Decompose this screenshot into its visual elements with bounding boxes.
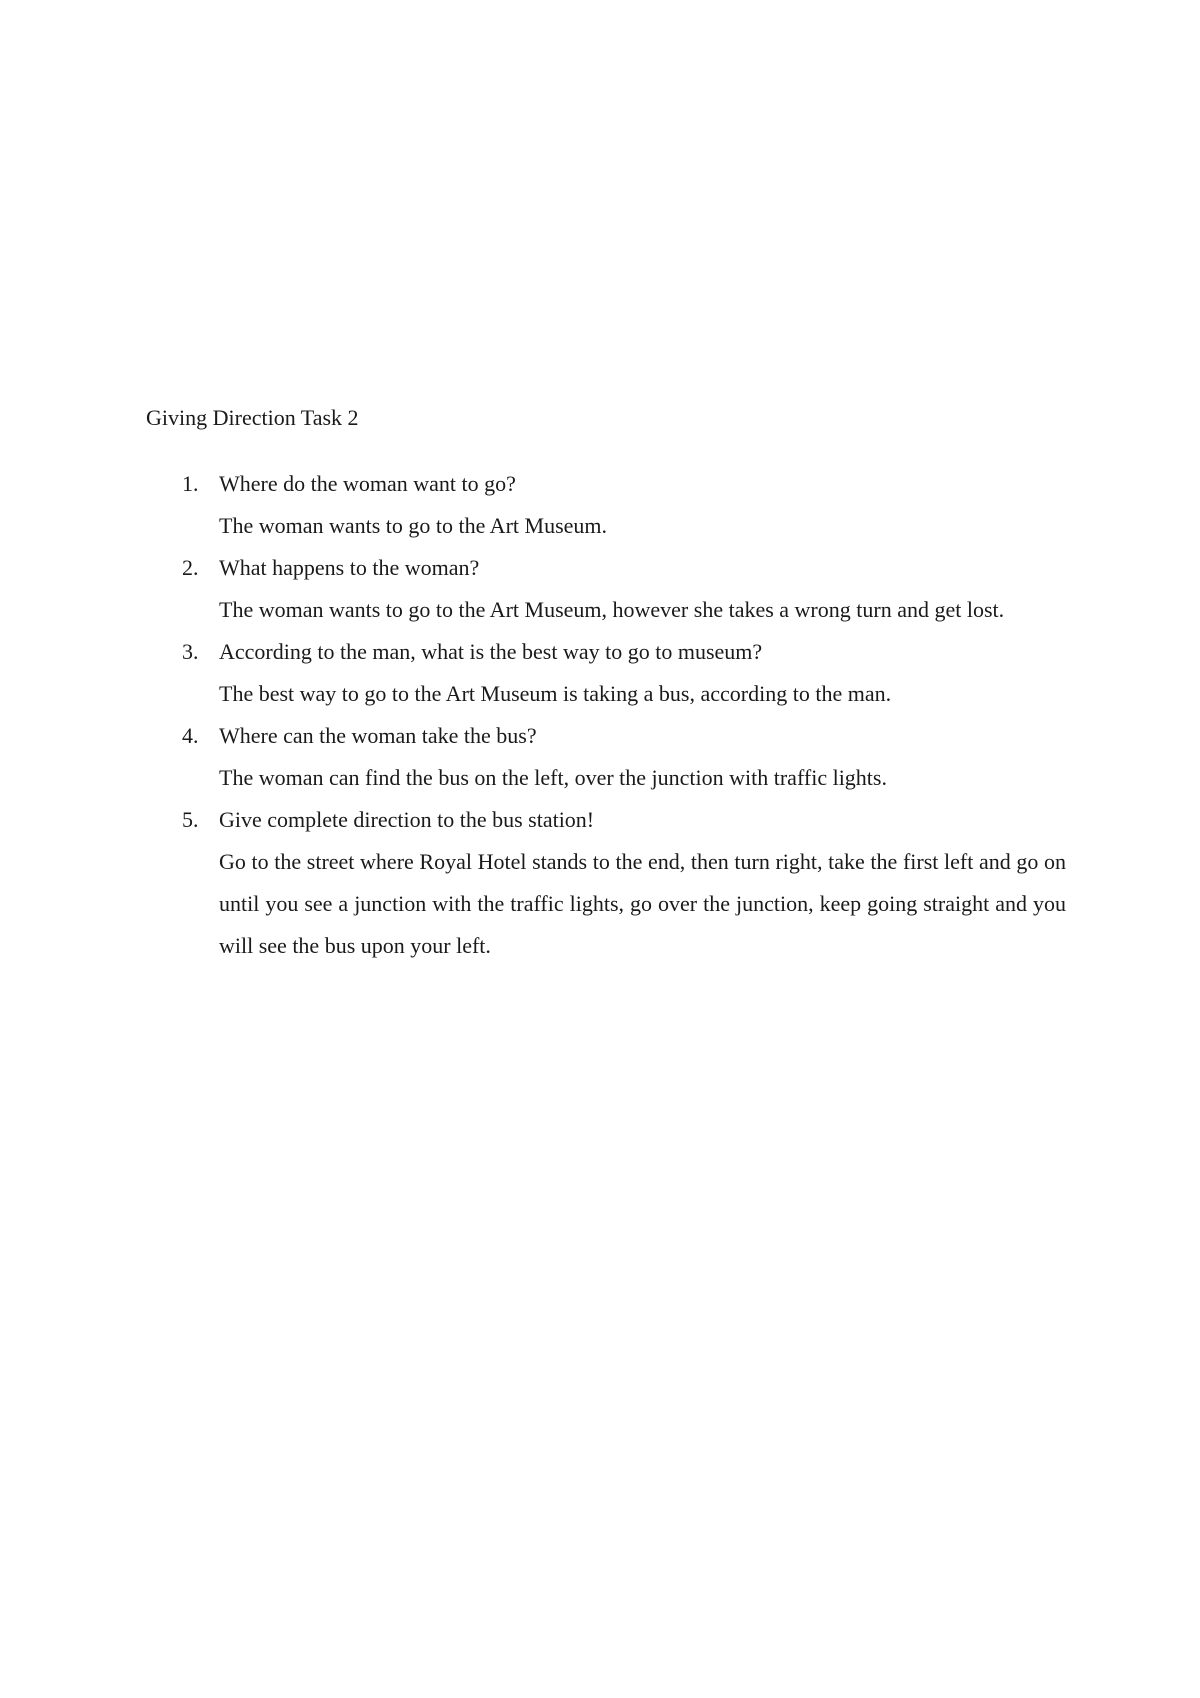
answer-text: The best way to go to the Art Museum is taking a bus, according to the man. xyxy=(219,681,892,706)
question-answer-list xyxy=(146,463,1066,967)
question-text: What happens to the woman? xyxy=(219,555,480,580)
item-number: 4. xyxy=(182,723,199,748)
answer-text: The woman wants to go to the Art Museum. xyxy=(219,513,608,538)
list-item-1 xyxy=(146,463,1066,547)
question-text: According to the man, what is the best way to go to museum? xyxy=(219,639,763,664)
list-item-2 xyxy=(146,547,1066,631)
document-title: Giving Direction Task 2 xyxy=(146,405,359,430)
list-item-4 xyxy=(146,715,1066,799)
item-number: 5. xyxy=(182,807,199,832)
answer-text: The woman can find the bus on the left, over the junction with traffic lights. xyxy=(219,765,887,790)
item-number: 1. xyxy=(182,471,199,496)
answer-text: The woman wants to go to the Art Museum, however she takes a wrong turn and get lost. xyxy=(219,597,1005,622)
list-item-3 xyxy=(146,631,1066,715)
question-text: Where can the woman take the bus? xyxy=(219,723,537,748)
item-number: 2. xyxy=(182,555,199,580)
item-number: 3. xyxy=(182,639,199,664)
question-text: Where do the woman want to go? xyxy=(219,471,516,496)
list-item-5 xyxy=(146,799,1066,967)
answer-text: Go to the street where Royal Hotel stands to the end, then turn right, take the first left and go on until you see a junction with the traffic lights, go over the junction, keep going straight and you will see the bus upon your left. xyxy=(219,849,1066,958)
question-text: Give complete direction to the bus station! xyxy=(219,807,595,832)
